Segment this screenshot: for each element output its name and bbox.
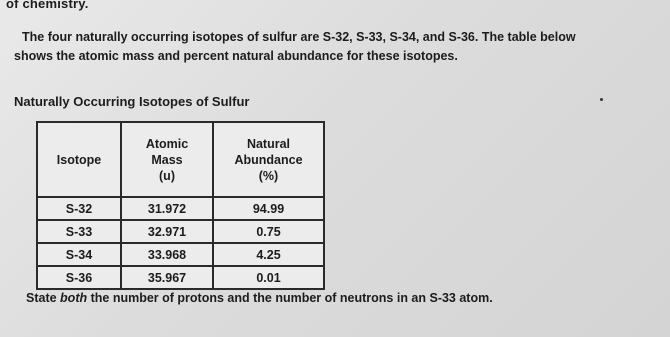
table-row <box>37 220 324 243</box>
intro-paragraph <box>14 28 662 66</box>
header-abund-line-2: Abundance <box>234 152 303 167</box>
isotope-table <box>36 121 325 290</box>
question-after: the number of protons and the number of neutrons in an S-33 atom. <box>87 291 493 305</box>
cell-abundance: 0.01 <box>213 266 324 289</box>
cell-isotope: S-36 <box>37 266 121 289</box>
header-mass-line-2: Mass <box>151 152 183 167</box>
intro-line-1: The four naturally occurring isotopes of sulfur are S-32, S-33, S-34, and S-36. The table below <box>22 30 576 44</box>
header-mass-line-1: Atomic <box>145 136 189 151</box>
table-title: Naturally Occurring Isotopes of Sulfur <box>14 94 250 109</box>
header-natural-abundance <box>213 122 324 197</box>
cell-abundance: 94.99 <box>213 197 324 220</box>
question-before: State <box>26 291 61 305</box>
stray-mark <box>600 98 603 101</box>
header-isotope: Isotope <box>37 122 121 197</box>
question-emphasis: both <box>60 291 88 305</box>
cell-mass: 33.968 <box>121 243 213 266</box>
cell-isotope: S-33 <box>37 220 121 243</box>
question-text <box>26 291 493 305</box>
header-abund-line-3: (%) <box>258 168 279 183</box>
cell-isotope: S-34 <box>37 243 121 266</box>
intro-line-2: shows the atomic mass and percent natural abundance for these isotopes. <box>14 49 458 63</box>
table-row <box>37 197 324 220</box>
cell-abundance: 4.25 <box>213 243 324 266</box>
cell-mass: 32.971 <box>121 220 213 243</box>
cutoff-text: of chemistry. <box>6 0 89 11</box>
cell-isotope: S-32 <box>37 197 121 220</box>
cell-mass: 35.967 <box>121 266 213 289</box>
header-atomic-mass <box>121 122 213 197</box>
header-abund-line-1: Natural <box>246 136 291 151</box>
table-row <box>37 243 324 266</box>
cell-abundance: 0.75 <box>213 220 324 243</box>
table-header-row <box>37 122 324 197</box>
cell-mass: 31.972 <box>121 197 213 220</box>
table-row <box>37 266 324 289</box>
header-mass-line-3: (u) <box>159 168 175 183</box>
